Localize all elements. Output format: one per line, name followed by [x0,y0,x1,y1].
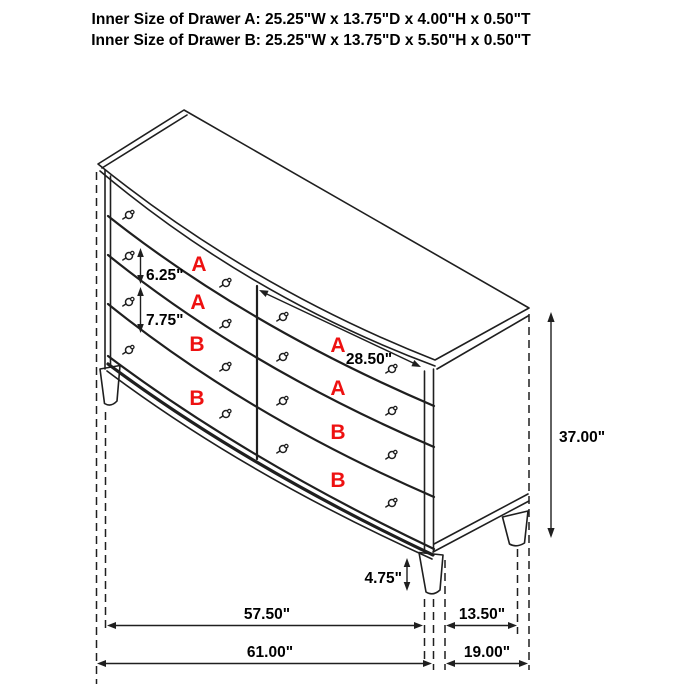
drawer-knob-icon [220,319,231,328]
drawer-label-right-1: A [330,334,346,357]
dim-label-front-leg-span: 57.50" [243,606,291,623]
drawer-knob-icon [386,498,397,507]
drawer-label-left-3: B [189,333,205,356]
arrowhead-icon [404,558,411,567]
bottom-rail-band [108,364,433,555]
dim-label-overall-height: 37.00" [559,429,606,446]
drawer-knob-icon [277,444,288,453]
arrowhead-icon [446,660,455,667]
arrowhead-icon [547,312,554,322]
drawer-label-left-4: B [189,387,205,410]
dim-label-overall-width: 61.00" [246,644,294,661]
dim-label-side-leg-span: 13.50" [458,606,506,623]
title-line-drawer-a: Inner Size of Drawer A: 25.25"W x 13.75"D x 4.00"H x 0.50"T [91,11,531,28]
arrowhead-icon [404,582,411,591]
arrowhead-icon [508,622,517,629]
arrowhead-icon [519,660,528,667]
drawer-knob-icon [220,278,231,287]
drawer-label-left-1: A [191,253,207,276]
arrowhead-icon [446,622,455,629]
back-right-leg [503,511,529,546]
dim-label-drawer-width: 28.50" [345,351,393,368]
drawer-label-right-4: B [330,469,346,492]
arrowhead-icon [97,660,106,667]
dresser-illustration [97,110,530,684]
drawer-knob-icon [277,312,288,321]
drawer-label-right-2: A [330,377,346,400]
arrowhead-icon [411,360,421,367]
arrowhead-icon [547,528,554,538]
drawer-knob-icon [386,450,397,459]
arrowhead-icon [414,622,423,629]
drawer-knob-icon [386,406,397,415]
arrowhead-icon [137,248,144,257]
drawer-knob-icon [220,409,231,418]
drawer-knob-icon [220,362,231,371]
dim-label-overall-depth: 19.00" [463,644,511,661]
arrowhead-icon [259,290,269,297]
dim-label-drawer-b-height: 7.75" [146,312,184,329]
drawer-knob-icon [123,210,134,219]
arrowhead-icon [137,287,144,296]
arrowhead-icon [107,622,116,629]
drawer-knob-icon [123,345,134,354]
title-line-drawer-b: Inner Size of Drawer B: 25.25"W x 13.75"D x 5.50"H x 0.50"T [91,32,531,49]
drawer-label-right-3: B [330,421,346,444]
drawer-knob-icon [123,297,134,306]
drawer-knob-icon [277,352,288,361]
arrowhead-icon [423,660,432,667]
drawer-label-left-2: A [190,291,206,314]
drawer-knob-icon [123,251,134,260]
dim-label-leg-height: 4.75" [364,570,402,587]
drawer-knob-icon [277,396,288,405]
dim-label-drawer-a-height: 6.25" [146,267,184,284]
